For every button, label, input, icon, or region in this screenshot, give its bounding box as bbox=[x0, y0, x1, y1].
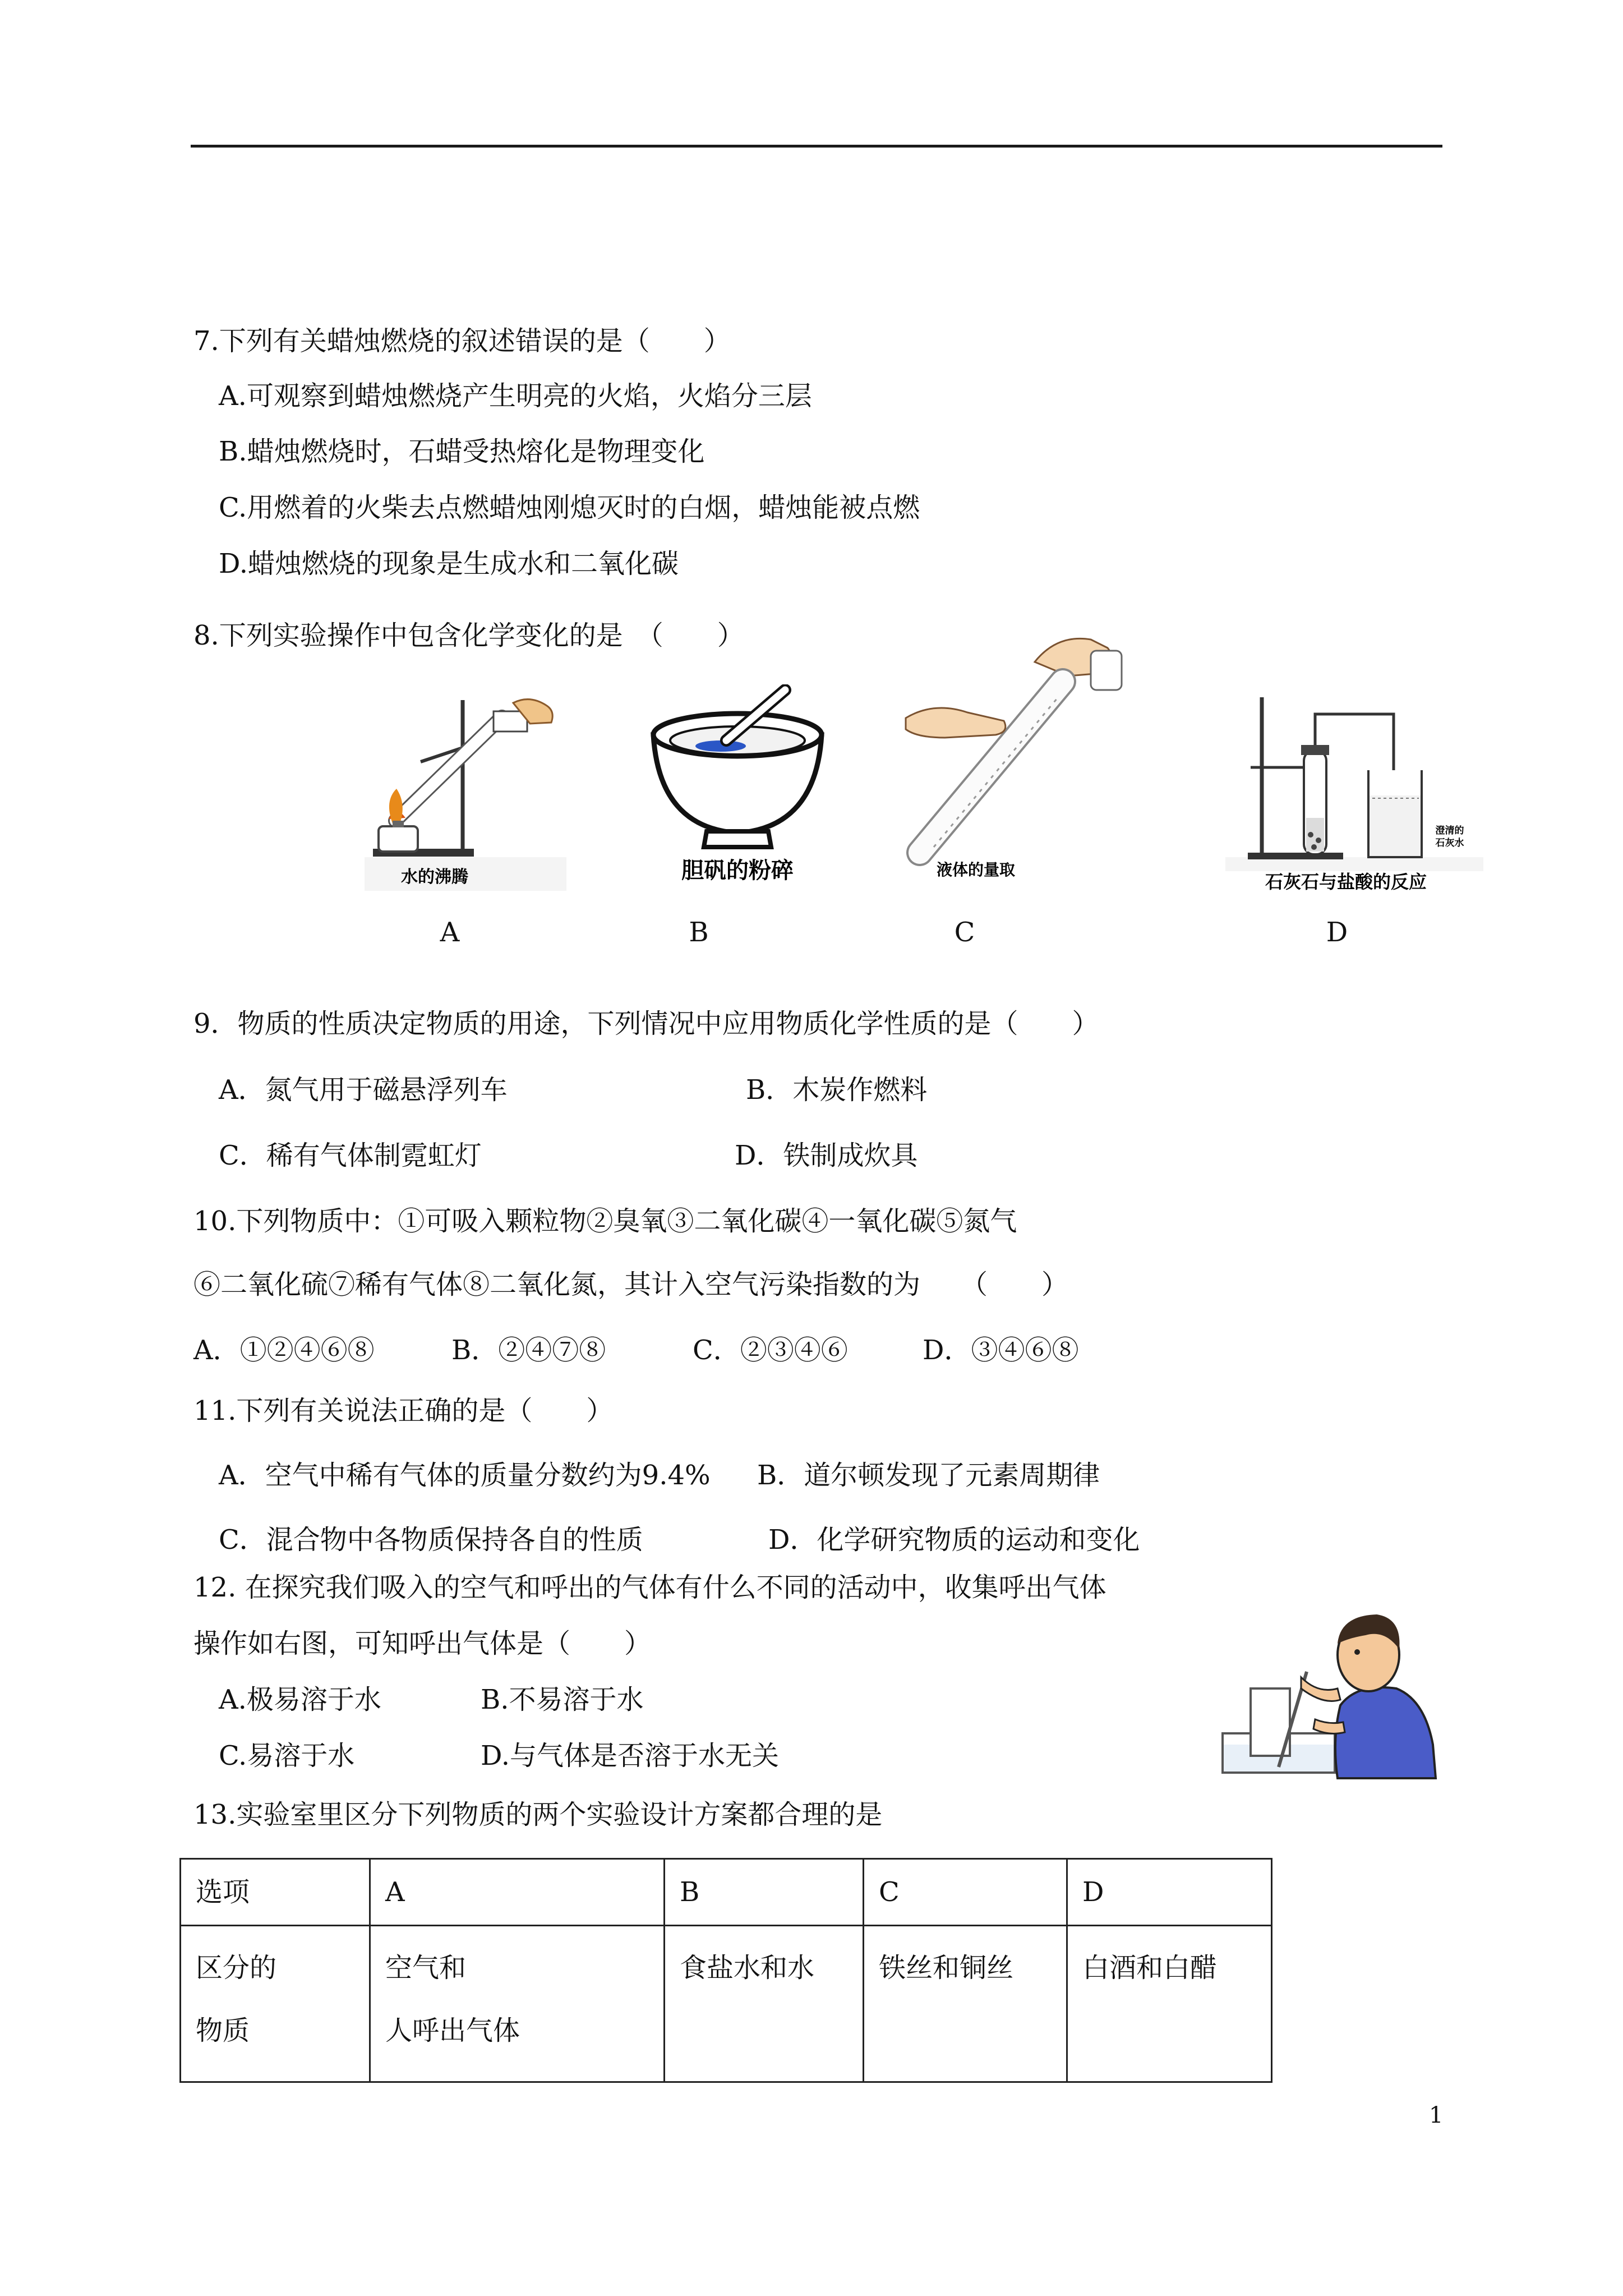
table-header-cell: D bbox=[1067, 1859, 1272, 1926]
q7-option-b: B.蜡烛燃烧时，石蜡受热熔化是物理变化 bbox=[219, 436, 705, 467]
q10-option-b: B．②④⑦⑧ bbox=[451, 1335, 606, 1366]
figure-d-side-label-1: 澄清的 bbox=[1435, 825, 1464, 836]
q7-option-c: C.用燃着的火柴去点燃蜡烛刚熄灭时的白烟，蜡烛能被点燃 bbox=[219, 492, 920, 523]
figure-d-letter: D bbox=[1326, 917, 1348, 948]
figure-q12-breath-collection bbox=[1217, 1610, 1441, 1789]
figure-b-mortar-pestle bbox=[642, 684, 833, 889]
figure-b-caption: 胆矾的粉碎 bbox=[681, 858, 794, 884]
q11-stem: 11.下列有关说法正确的是（ ） bbox=[193, 1395, 614, 1427]
q12-option-c: C.易溶于水 bbox=[219, 1740, 355, 1772]
q10-stem-line2: ⑥二氧化硫⑦稀有气体⑧二氧化氮，其计入空气污染指数的为 （ ） bbox=[193, 1269, 1069, 1300]
table-row bbox=[181, 1926, 1272, 2082]
figure-d-side-label-2: 石灰水 bbox=[1435, 838, 1464, 849]
table-cell: 铁丝和铜丝 bbox=[864, 1926, 1067, 2082]
q9-option-a: A．氮气用于磁悬浮列车 bbox=[219, 1074, 508, 1106]
figure-c-letter: C bbox=[954, 917, 975, 948]
q12-option-d: D.与气体是否溶于水无关 bbox=[481, 1740, 780, 1772]
q7-stem: 7.下列有关蜡烛燃烧的叙述错误的是（ ） bbox=[193, 325, 731, 357]
page-number: 1 bbox=[1429, 2102, 1444, 2128]
table-header-cell: 选项 bbox=[181, 1859, 370, 1926]
figure-b-letter: B bbox=[689, 917, 709, 948]
table-header-cell: C bbox=[864, 1859, 1067, 1926]
q13-stem: 13.实验室里区分下列物质的两个实验设计方案都合理的是 bbox=[193, 1799, 883, 1830]
figure-d-caption: 石灰石与盐酸的反应 bbox=[1265, 871, 1427, 892]
table-row bbox=[181, 1859, 1272, 1926]
table-cell: 白酒和白醋 bbox=[1067, 1926, 1272, 2082]
q11-option-a: A．空气中稀有气体的质量分数约为9.4% bbox=[219, 1460, 711, 1491]
q10-option-a: A．①②④⑥⑧ bbox=[193, 1335, 375, 1366]
table-cell: 空气和 人呼出气体 bbox=[370, 1926, 665, 2082]
q7-option-d: D.蜡烛燃烧的现象是生成水和二氧化碳 bbox=[219, 548, 679, 579]
q9-option-b: B．木炭作燃料 bbox=[746, 1074, 928, 1106]
table-header-cell: A bbox=[370, 1859, 665, 1926]
figure-a-caption: 水的沸腾 bbox=[401, 867, 468, 887]
q12-stem-line1: 12. 在探究我们吸入的空气和呼出的气体有什么不同的活动中，收集呼出气体 bbox=[193, 1572, 1106, 1603]
q11-option-b: B．道尔顿发现了元素周期律 bbox=[757, 1460, 1100, 1491]
q12-option-b: B.不易溶于水 bbox=[481, 1684, 644, 1715]
q7-option-a: A.可观察到蜡烛燃烧产生明亮的火焰，火焰分三层 bbox=[219, 380, 812, 412]
figure-a-boiling-water bbox=[362, 689, 575, 896]
table-cell: 食盐水和水 bbox=[665, 1926, 864, 2082]
figure-c-graduated-cylinder bbox=[900, 623, 1164, 886]
q10-stem-line1: 10.下列物质中：①可吸入颗粒物②臭氧③二氧化碳④一氧化碳⑤氮气 bbox=[193, 1205, 1017, 1237]
q12-stem-line2: 操作如右图，可知呼出气体是（ ） bbox=[193, 1628, 652, 1659]
figure-c-caption: 液体的量取 bbox=[936, 861, 1016, 879]
q10-option-d: D．③④⑥⑧ bbox=[923, 1335, 1079, 1366]
q11-option-d: D．化学研究物质的运动和变化 bbox=[768, 1524, 1140, 1556]
figure-d-limestone-acid bbox=[1225, 689, 1483, 899]
q13-table bbox=[179, 1858, 1272, 2083]
q8-stem: 8.下列实验操作中包含化学变化的是 （ ） bbox=[193, 620, 744, 651]
table-cell: 区分的 物质 bbox=[181, 1926, 370, 2082]
q9-option-c: C．稀有气体制霓虹灯 bbox=[219, 1140, 482, 1171]
q10-option-c: C．②③④⑥ bbox=[693, 1335, 848, 1366]
q9-option-d: D．铁制成炊具 bbox=[735, 1140, 918, 1171]
q11-option-c: C．混合物中各物质保持各自的性质 bbox=[219, 1524, 643, 1556]
header-rule bbox=[191, 145, 1442, 148]
figure-a-letter: A bbox=[440, 917, 460, 948]
q9-stem: 9．物质的性质决定物质的用途，下列情况中应用物质化学性质的是（ ） bbox=[193, 1008, 1099, 1039]
table-header-cell: B bbox=[665, 1859, 864, 1926]
q12-option-a: A.极易溶于水 bbox=[219, 1684, 381, 1715]
